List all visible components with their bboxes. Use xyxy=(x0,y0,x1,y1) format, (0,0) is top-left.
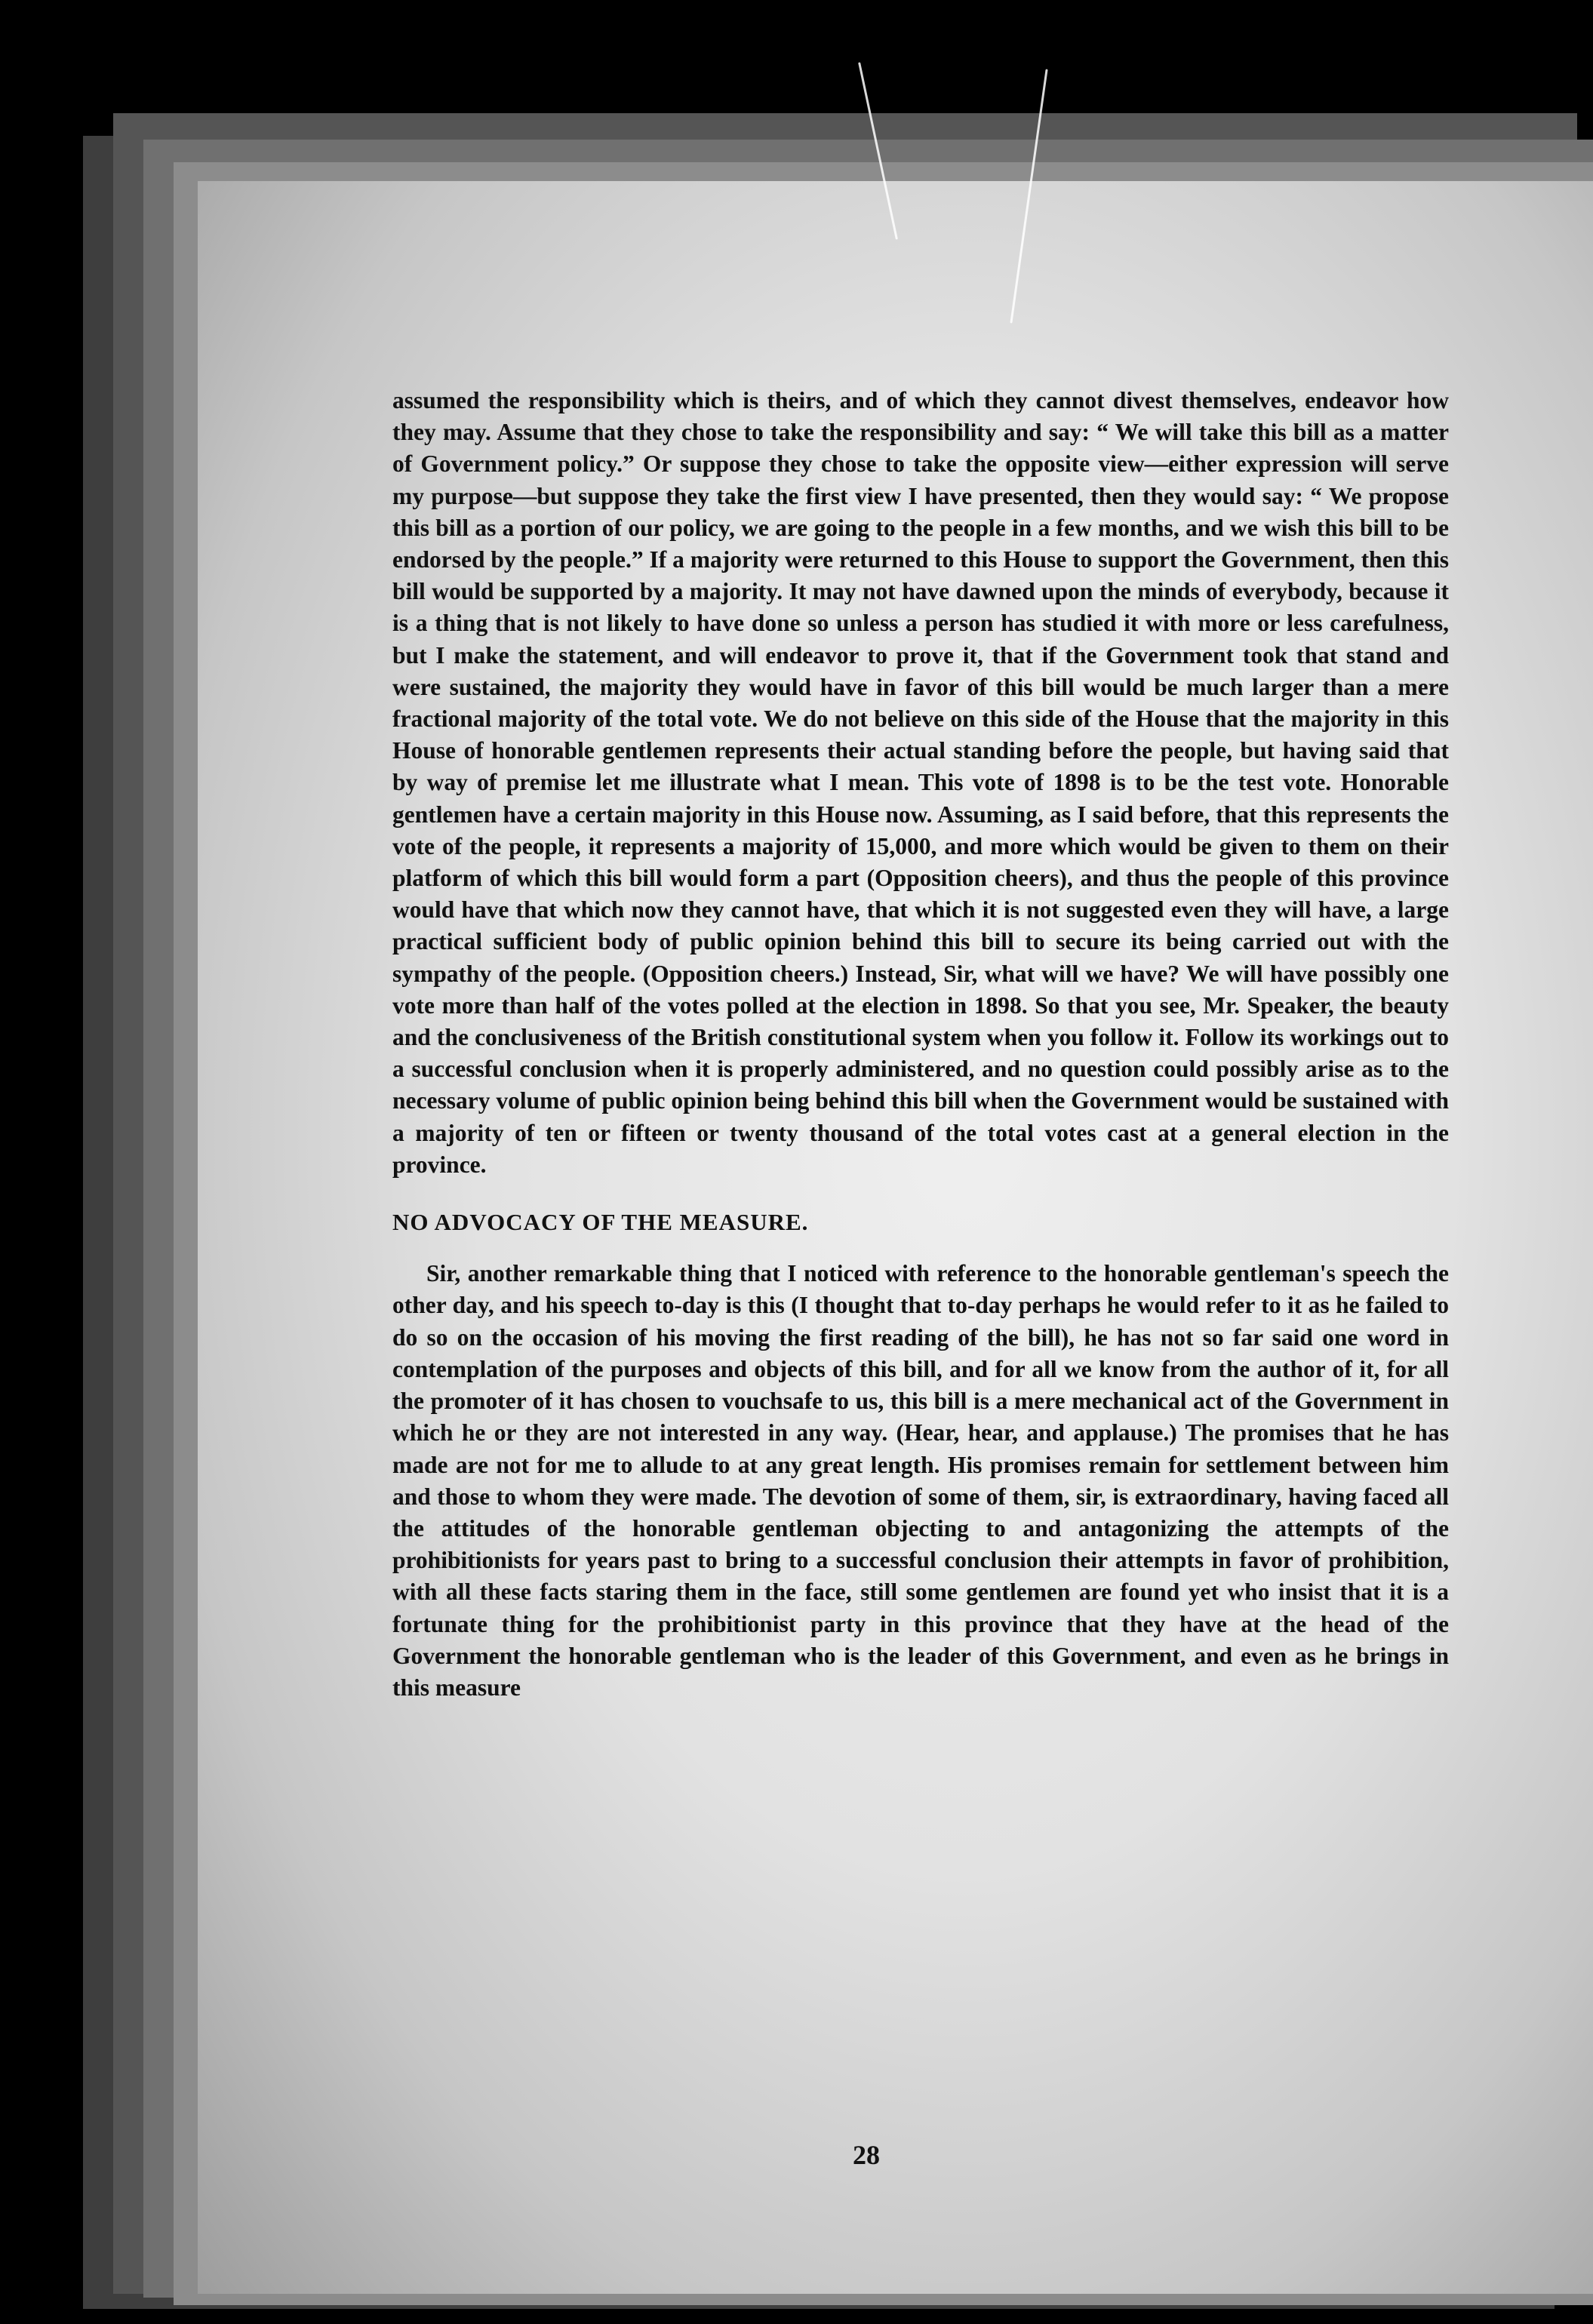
scratch-mark xyxy=(1010,69,1047,323)
paragraph: assumed the responsibility which is theirs, and of which they cannot divest themselves, endeavor how they may. Assume that they chose to take the responsibility and say: “ We will take this bill as a matter of Government policy.” Or suppose they chose to take the opposite view—either expression will serve my purpose—but suppose they take the first view I have presented, then they would say: “ We propose this bill as a portion of our policy, we are going to the people in a few months, and we wish this bill to be endorsed by the people.” If a majority were returned to this House to support the Government, then this bill would be supported by a majority. It may not have dawned upon the minds of everybody, because it is a thing that is not likely to have done so unless a person has studied it with more or less carefulness, but I make the statement, and will endeavor to prove it, that if the Government took that stand and were sustained, the majority they would have in favor of this bill would be much larger than a mere fractional majority of the total vote. We do not believe on this side of the House that the majority in this House of honorable gentlemen represents their actual standing before the people, but having said that by way of premise let me illustrate what I mean. This vote of 1898 is to be the test vote. Honorable gentlemen have a certain majority in this House now. Assuming, as I said before, that this represents the vote of the people, it represents a majority of 15,000, and more which would be given to them on their platform of which this bill would form a part (Opposition cheers), and thus the people of this province would have that which now they cannot have, that which it is not suggested even they will have, a large practical sufficient body of public opinion behind this bill to secure its being carried out with the sympathy of the people. (Opposition cheers.) Instead, Sir, what will we have? We will have possibly one vote more than half of the votes polled at the election in 1898. So that you see, Mr. Speaker, the beauty and the conclusiveness of the British constitutional system when you follow it. Follow its workings out to a successful conclusion when it is properly administered, and no question could possibly arise as to the necessary volume of public opinion being behind this bill when the Government would be sustained with a majority of ten or fifteen or twenty thousand of the total votes cast at a general election in the province. xyxy=(392,387,1449,1178)
page-number: 28 xyxy=(853,2140,880,2170)
body-text xyxy=(392,385,1449,1704)
section-heading: NO ADVOCACY OF THE MEASURE. xyxy=(392,1209,809,1236)
paragraph: Sir, another remarkable thing that I noticed with reference to the honorable gentleman's speech the other day, and his speech to-day is this (I thought that to-day perhaps he would refer to it as he failed to do so on the occasion of his moving the first reading of the bill), he has not so far said one word in contemplation of the purposes and objects of this bill, and for all we know from the author of it, for all the promoter of it has chosen to vouchsafe to us, this bill is a mere mechanical act of the Government in which he or they are not interested in any way. (Hear, hear, and applause.) The promises that he has made are not for me to allude to at any great length. His promises remain for settlement between him and those to whom they were made. The devotion of some of them, sir, is extraordinary, having faced all the attitudes of the honorable gentleman objecting to and antagonizing the attempts of the prohibitionists for years past to bring to a successful conclusion their attempts in favor of prohibition, with all these facts staring them in the face, still some gentlemen are found yet who insist that it is a fortunate thing for the prohibitionist party in this province that they have at the head of the Government the honorable gentleman who is the leader of this Government, and even as he brings in this measure xyxy=(392,1260,1449,1701)
